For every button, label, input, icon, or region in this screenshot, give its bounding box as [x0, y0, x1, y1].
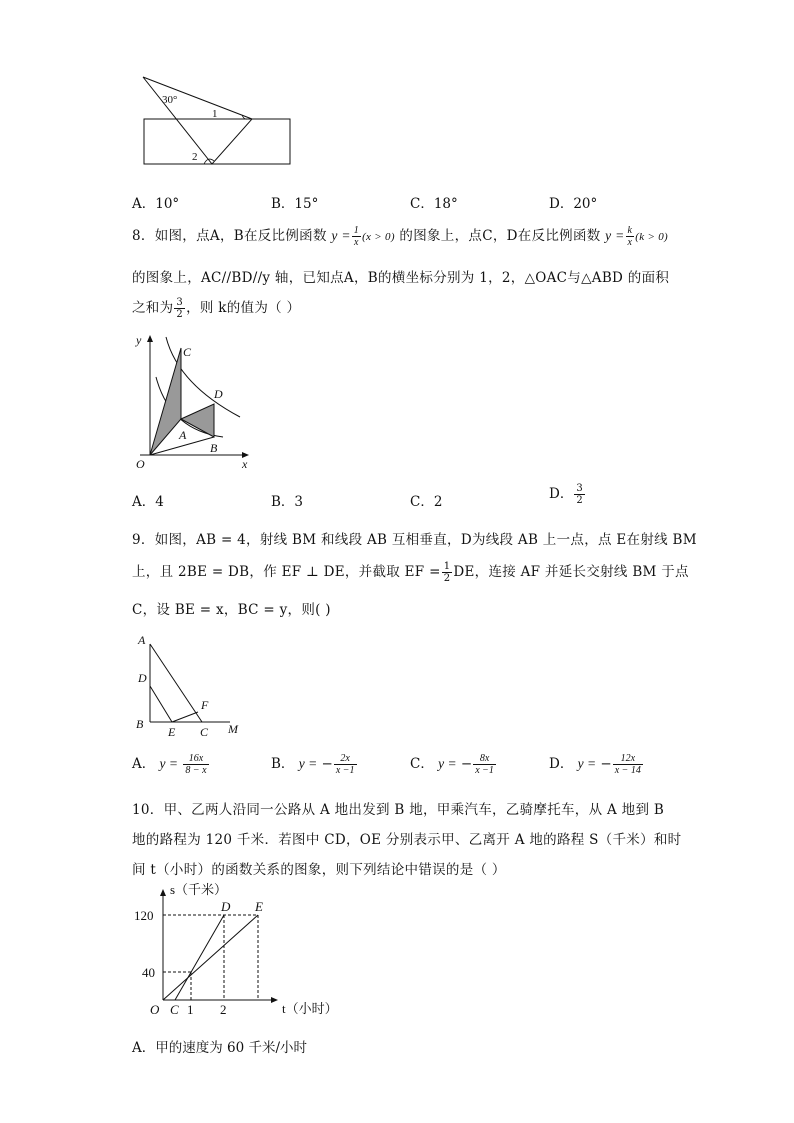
q10-option-a: A．甲的速度为 60 千米/小时	[132, 1040, 308, 1056]
q7-angle-30: 30°	[162, 94, 178, 106]
q10-s-arrow	[160, 889, 166, 896]
q7-option-b: B．15°	[271, 196, 319, 212]
q8-label-o: O	[136, 457, 145, 471]
q10-t-arrow	[271, 997, 278, 1003]
q7-label-1: 1	[212, 108, 218, 120]
q10-label-o: O	[150, 1002, 160, 1017]
q8-label-b: B	[210, 441, 218, 455]
q9-line-1: 9．如图，AB = 4，射线 BM 和线段 AB 互相垂直，D为线段 AB 上一点，点 E在射线 BM	[132, 532, 697, 548]
q9-label-c: C	[200, 725, 209, 739]
q10-y120: 120	[134, 908, 154, 923]
q8-figure	[130, 332, 260, 474]
q8-label-y: y	[136, 333, 142, 347]
q8-line-1: 8．如图，点A，B在反比例函数 y = $\frac{1}{x}$ (x > 0) 的图象上，点C，D在反比例函数 y = $\frac{k}{x}$ (k > 0)	[132, 225, 669, 248]
q8-label-d: D	[214, 387, 223, 401]
q10-label-t2: 2	[220, 1002, 227, 1017]
q8-y-arrow	[147, 335, 153, 342]
q9-line-2: 上，且 2BE = DB，作 EF ⊥ DE，并截取 EF = $\frac{1}{2}$ DE，连接 AF 并延长交射线 BM 于点	[132, 561, 689, 584]
q9-line-3: C，设 BE = x，BC = y，则( )	[132, 602, 331, 618]
q9-label-m: M	[228, 722, 238, 736]
q7-figure	[130, 70, 310, 170]
q8-line-3: 之和为 $\frac{3}{2}$ ，则 k的值为（ ）	[132, 297, 301, 320]
q8-option-c: C．2	[410, 494, 443, 510]
q8-option-d: D． $\frac{3}{2}$	[549, 483, 583, 506]
q8-label-x: x	[242, 457, 248, 471]
q10-line-oe	[163, 915, 258, 1000]
q10-line-cd	[175, 915, 224, 1000]
q10-label-d: D	[221, 899, 231, 914]
q10-s-label: s（千米）	[170, 882, 228, 897]
q10-line-3: 间 t（小时）的函数关系的图象，则下列结论中错误的是（ ）	[132, 862, 506, 878]
q9-label-b: B	[136, 717, 144, 731]
q10-line-1: 10．甲、乙两人沿同一公路从 A 地出发到 B 地，甲乘汽车，乙骑摩托车，从 A 地到 B	[132, 802, 665, 818]
q9-figure	[130, 632, 245, 740]
q7-option-a: A．10°	[132, 196, 180, 212]
q9-label-d: D	[138, 671, 147, 685]
q8-triangle-oac	[150, 348, 181, 455]
q10-figure	[130, 880, 360, 1025]
q9-option-a: A． y = $\frac{16x}{8 - x}$	[132, 753, 207, 776]
q7-label-2: 2	[192, 151, 198, 163]
q9-segment-de	[150, 686, 172, 722]
q10-label-e: E	[255, 899, 263, 914]
q9-label-a: A	[138, 633, 146, 647]
q10-label-c: C	[170, 1002, 179, 1017]
q8-label-c: C	[183, 345, 192, 359]
q9-segment-ac	[150, 644, 202, 722]
q8-label-a: A	[179, 428, 187, 442]
q10-line-2: 地的路程为 120 千米．若图中 CD，OE 分别表示甲、乙离开 A 地的路程 S（千米）和时	[132, 832, 682, 848]
q9-label-e: E	[168, 725, 176, 739]
q8-option-a: A．4	[132, 494, 164, 510]
q7-option-c: C．18°	[410, 196, 458, 212]
q8-line-2: 的图象上，AC//BD//y 轴，已知点A，B的横坐标分别为 1，2，△OAC与△ABD 的面积	[132, 270, 670, 286]
q9-option-d: D． y = − $\frac{12x}{x - 14}$	[549, 753, 641, 776]
q10-y40: 40	[142, 965, 155, 980]
q9-option-b: B． y = − $\frac{2x}{x -1}$	[271, 753, 355, 776]
q8-option-b: B．3	[271, 494, 304, 510]
q10-label-t1: 1	[187, 1002, 194, 1017]
q7-rectangle	[144, 119, 290, 164]
q7-option-d: D．20°	[549, 196, 598, 212]
q9-label-f: F	[201, 698, 209, 712]
q9-option-c: C． y = − $\frac{8x}{x -1}$	[410, 753, 494, 776]
q10-t-label: t（小时）	[282, 1001, 338, 1016]
q9-segment-ef	[172, 712, 198, 722]
q7-triangle	[143, 77, 252, 164]
